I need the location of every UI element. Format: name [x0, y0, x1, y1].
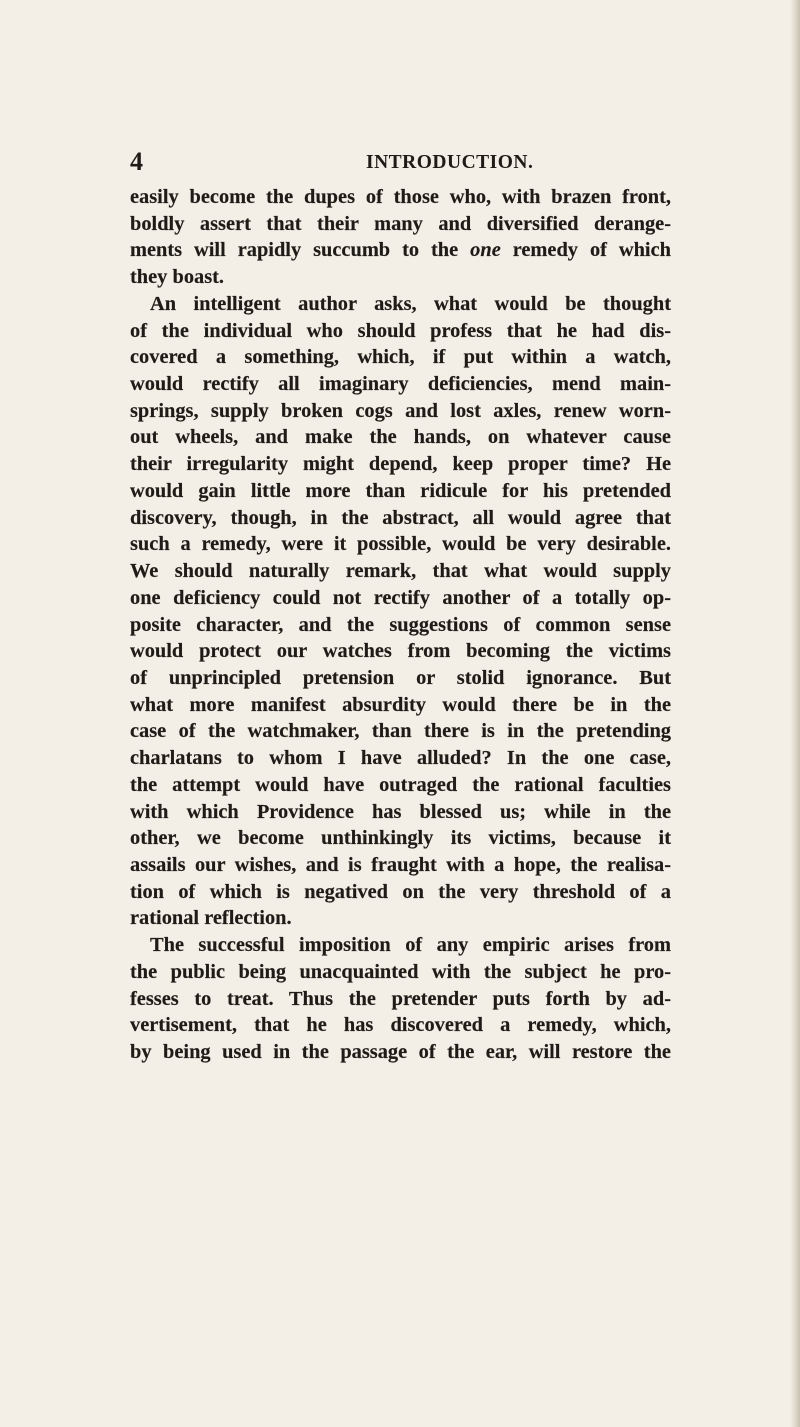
- text-line: posite character, and the suggestions of common sense: [130, 613, 671, 636]
- text-line: would gain little more than ridicule for his pretended: [130, 479, 671, 502]
- text-line: springs, supply broken cogs and lost axles, renew worn-: [130, 399, 671, 422]
- text-line: the public being unacquainted with the subject he pro-: [130, 960, 671, 983]
- page-edge-shadow: [790, 0, 800, 1427]
- text-line: what more manifest absurdity would there be in the: [130, 693, 671, 716]
- text-line: by being used in the passage of the ear, will restore the: [130, 1041, 671, 1063]
- text-line: We should naturally remark, that what would supply: [130, 560, 671, 583]
- emphasis: one: [470, 239, 501, 262]
- text-line: their irregularity might depend, keep proper time? He: [130, 453, 671, 476]
- page-number: 4: [130, 147, 143, 176]
- text-line: An intelligent author asks, what would be thought: [150, 292, 671, 315]
- text-line: assails our wishes, and is fraught with a hope, the realisa-: [130, 853, 671, 876]
- text-line: they boast.: [130, 266, 225, 289]
- text-line: covered a something, which, if put within a watch,: [130, 346, 671, 369]
- text-line: the attempt would have outraged the rational faculties: [130, 773, 671, 796]
- text-line: fesses to treat. Thus the pretender puts forth by ad-: [130, 987, 671, 1010]
- text-line: would protect our watches from becoming the victims: [130, 640, 671, 663]
- text-line: with which Providence has blessed us; while in the: [130, 800, 671, 823]
- text-line: boldly assert that their many and diversified derange-: [130, 212, 671, 235]
- text-line: rational reflection.: [130, 907, 292, 930]
- text-line: The successful imposition of any empiric arises from: [150, 934, 671, 957]
- text-line: vertisement, that he has discovered a remedy, which,: [130, 1014, 671, 1037]
- running-head: INTRODUCTION.: [366, 152, 534, 173]
- text-line: out wheels, and make the hands, on whatever cause: [130, 426, 671, 449]
- text-line: other, we become unthinkingly its victims, because it: [130, 827, 671, 850]
- text-line: charlatans to whom I have alluded? In the one case,: [130, 747, 671, 770]
- text-line: would rectify all imaginary deficiencies, mend main-: [130, 373, 671, 396]
- page-header: [130, 146, 670, 178]
- text-line: case of the watchmaker, than there is in the pretending: [130, 720, 671, 743]
- text-line: one deficiency could not rectify another of a totally op-: [130, 586, 671, 609]
- text-line: easily become the dupes of those who, with brazen front,: [130, 186, 671, 208]
- text-line: discovery, though, in the abstract, all would agree that: [130, 506, 671, 529]
- text-line: tion of which is negatived on the very threshold of a: [130, 880, 671, 903]
- text-line: of the individual who should profess that he had dis-: [130, 319, 671, 342]
- text-line: of unprincipled pretension or stolid ignorance. But: [130, 666, 671, 689]
- text-line: ments will rapidly succumb to the one remedy of which: [130, 239, 671, 262]
- body-text: [130, 184, 671, 1066]
- text-line: such a remedy, were it possible, would be very desirable.: [130, 533, 671, 556]
